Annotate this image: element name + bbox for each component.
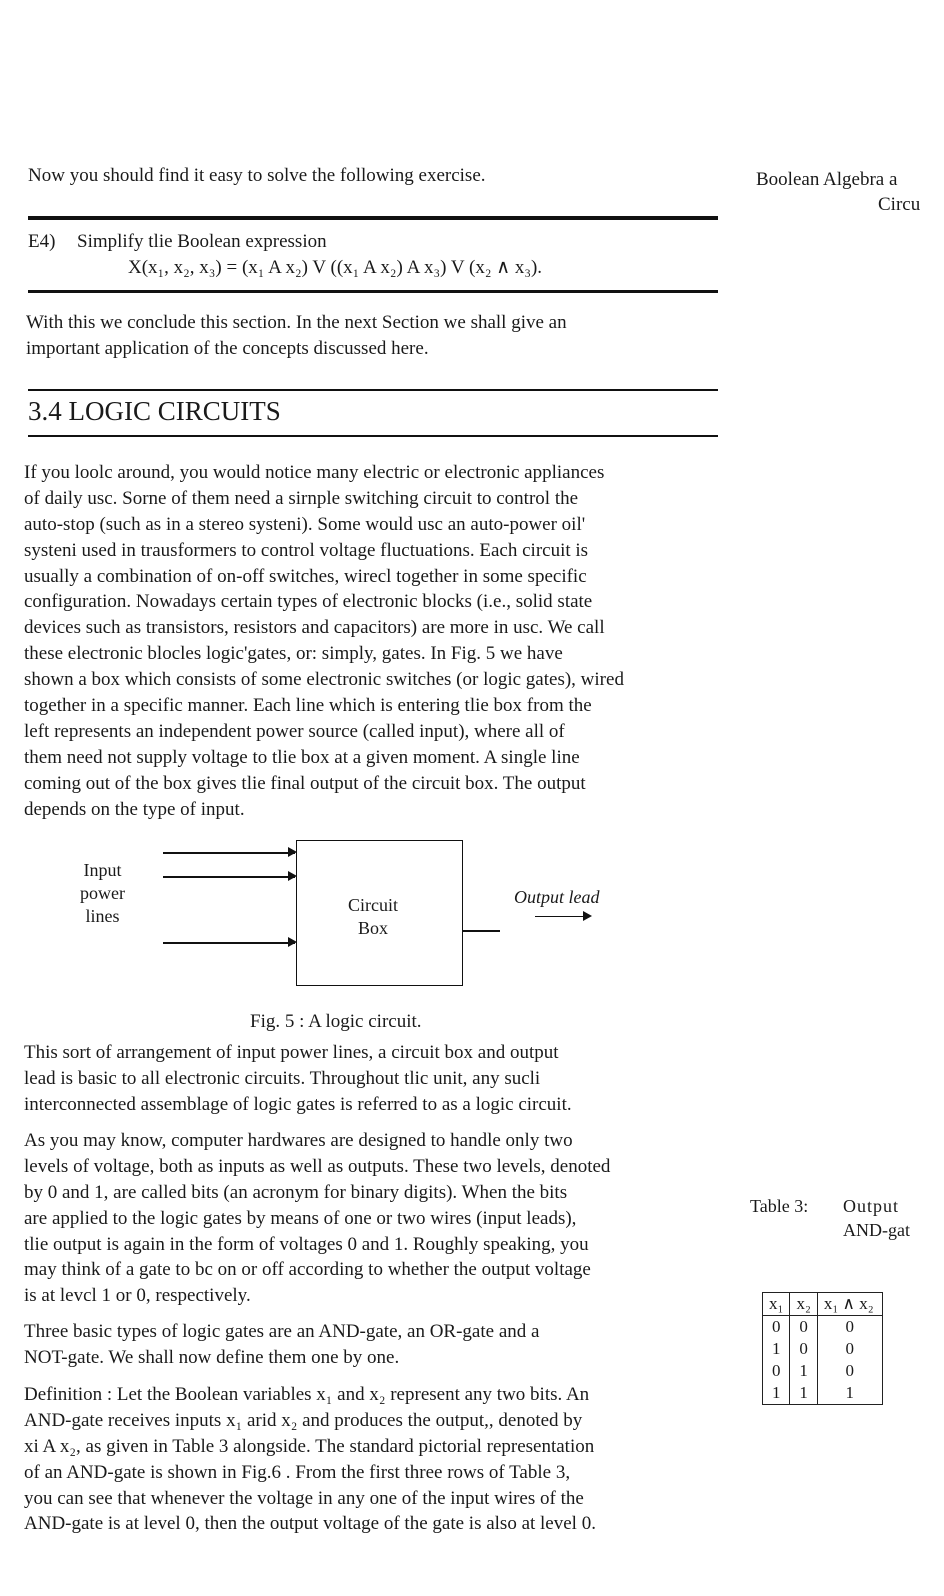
table-row <box>763 1338 883 1360</box>
text-line: shown a box which consists of some electronic switches (or logic gates), wired <box>24 669 624 691</box>
figure-caption: Fig. 5 : A logic circuit. <box>250 1011 422 1032</box>
text-line: With this we conclude this section. In the next Section we shall give an <box>26 312 567 333</box>
table-caption-title: Output <box>843 1196 900 1216</box>
text-line: may think of a gate to bc on or off according to whether the output voltage <box>24 1259 591 1281</box>
table-cell: 0 <box>790 1338 817 1360</box>
text-line: power <box>80 883 125 903</box>
paragraph-4 <box>24 1319 539 1371</box>
table-cell: 0 <box>763 1316 790 1339</box>
text-line: systeni used in trausformers to control voltage fluctuations. Each circuit is <box>24 539 589 561</box>
table-cell: 0 <box>817 1316 882 1339</box>
exercise-instruction: Simplify tlie Boolean expression <box>77 231 327 252</box>
column-header: x₁ ∧ x₂ <box>817 1293 882 1316</box>
table-caption-label: Table 3: <box>750 1196 809 1216</box>
table-row <box>763 1360 883 1382</box>
exercise-label: E4) <box>28 231 56 252</box>
column-header: x₂ <box>790 1293 817 1316</box>
rule-divider <box>28 216 718 220</box>
text-line: AND-gate is at level 0, then the output voltage of the gate is also at level 0. <box>24 1513 596 1535</box>
text-line: lead is basic to all electronic circuits. Throughout tlic unit, any sucli <box>24 1067 541 1089</box>
output-arrow <box>535 916 590 917</box>
text-line: As you may know, computer hardwares are designed to handle only two <box>24 1130 573 1151</box>
text-line: tlie output is again in the form of voltages 0 and 1. Roughly speaking, you <box>24 1233 589 1255</box>
table-cell: 1 <box>763 1338 790 1360</box>
table-cell: 0 <box>817 1338 882 1360</box>
box-label <box>348 894 398 940</box>
margin-header-2: Circu <box>878 194 921 215</box>
table-cell: 0 <box>817 1360 882 1382</box>
rule-divider <box>28 435 718 437</box>
truth-table <box>762 1292 883 1405</box>
table-row <box>763 1316 883 1339</box>
exercise-expression: X(x₁, x₂, x₃) = (x₁ A x₂) V ((x₁ A x₂) A x₃) V (x₂ ∧ x₃). <box>128 257 543 278</box>
column-header: x₁ <box>763 1293 790 1316</box>
text-line: Circuit <box>348 895 398 915</box>
table-caption-title-2: AND-gat <box>843 1220 910 1240</box>
text-line: configuration. Nowadays certain types of electronic blocks (i.e., solid state <box>24 591 593 613</box>
text-line: devices such as transistors, resistors and capacitors) are more in usc. We call <box>24 617 605 639</box>
text-line: levels of voltage, both as inputs as well as outputs. These two levels, denoted <box>24 1155 611 1177</box>
margin-header-1: Boolean Algebra a <box>756 169 898 190</box>
text-line: you can see that whenever the voltage in any one of the input wires of the <box>24 1487 584 1509</box>
text-line: of daily usc. Sorne of them need a sirnple switching circuit to control the <box>24 487 579 509</box>
input-label <box>80 859 125 928</box>
text-line: NOT-gate. We shall now define them one by one. <box>24 1346 400 1368</box>
text-line: Definition : Let the Boolean variables x₁ and x₂ represent any two bits. An <box>24 1384 590 1405</box>
input-arrow <box>163 876 295 878</box>
rule-divider <box>28 389 718 391</box>
input-arrow <box>163 942 295 944</box>
output-line <box>462 930 500 932</box>
text-line: If you loolc around, you would notice many electric or electronic appliances <box>24 462 605 483</box>
text-line: xi A x₂, as given in Table 3 alongside. The standard pictorial representation <box>24 1435 595 1457</box>
text-line: them need not supply voltage to tlie box at a given moment. A single line <box>24 746 580 768</box>
input-arrow <box>163 852 295 854</box>
text-line: AND-gate receives inputs x₁ arid x₂ and produces the output,, denoted by <box>24 1409 583 1431</box>
table-header-row <box>763 1293 883 1316</box>
section-heading: 3.4 LOGIC CIRCUITS <box>28 396 281 426</box>
table-cell: 1 <box>817 1382 882 1405</box>
text-line: by 0 and 1, are called bits (an acronym for binary digits). When the bits <box>24 1181 568 1203</box>
paragraph-2 <box>24 1040 572 1118</box>
text-line: important application of the concepts discussed here. <box>26 337 429 359</box>
text-line: interconnected assemblage of logic gates is referred to as a logic circuit. <box>24 1093 572 1115</box>
text-line: coming out of the box gives tlie final output of the circuit box. The output <box>24 772 586 794</box>
intro-text: Now you should find it easy to solve the following exercise. <box>28 165 486 186</box>
text-line: lines <box>85 906 120 926</box>
table-cell: 1 <box>763 1382 790 1405</box>
table-cell: 0 <box>790 1316 817 1339</box>
paragraph-3 <box>24 1128 610 1309</box>
text-line: Three basic types of logic gates are an AND-gate, an OR-gate and a <box>24 1321 540 1342</box>
text-line: depends on the type of input. <box>24 798 245 820</box>
conclusion-paragraph <box>26 310 567 362</box>
table-cell: 1 <box>790 1382 817 1405</box>
definition-paragraph <box>24 1382 596 1537</box>
output-label: Output lead <box>514 887 600 907</box>
text-line: auto-stop (such as in a stereo systeni). Some would usc an auto-power oil' <box>24 513 586 535</box>
text-line: together in a specific manner. Each line which is entering tlie box from the <box>24 695 592 717</box>
table-cell: 0 <box>763 1360 790 1382</box>
text-line: of an AND-gate is shown in Fig.6 . From the first three rows of Table 3, <box>24 1461 571 1483</box>
text-line: Box <box>357 918 388 938</box>
text-line: these electronic blocles logic'gates, or: simply, gates. In Fig. 5 we have <box>24 643 563 665</box>
text-line: Input <box>83 860 122 880</box>
paragraph-1 <box>24 460 624 822</box>
text-line: This sort of arrangement of input power lines, a circuit box and output <box>24 1042 559 1063</box>
text-line: left represents an independent power source (called input), where all of <box>24 720 565 742</box>
table-row <box>763 1382 883 1405</box>
text-line: usually a combination of on-off switches, wirecl together in some specific <box>24 565 587 587</box>
rule-divider <box>28 290 718 293</box>
text-line: are applied to the logic gates by means of one or two wires (input leads), <box>24 1207 577 1229</box>
text-line: is at levcl 1 or 0, respectively. <box>24 1285 251 1307</box>
table-cell: 1 <box>790 1360 817 1382</box>
